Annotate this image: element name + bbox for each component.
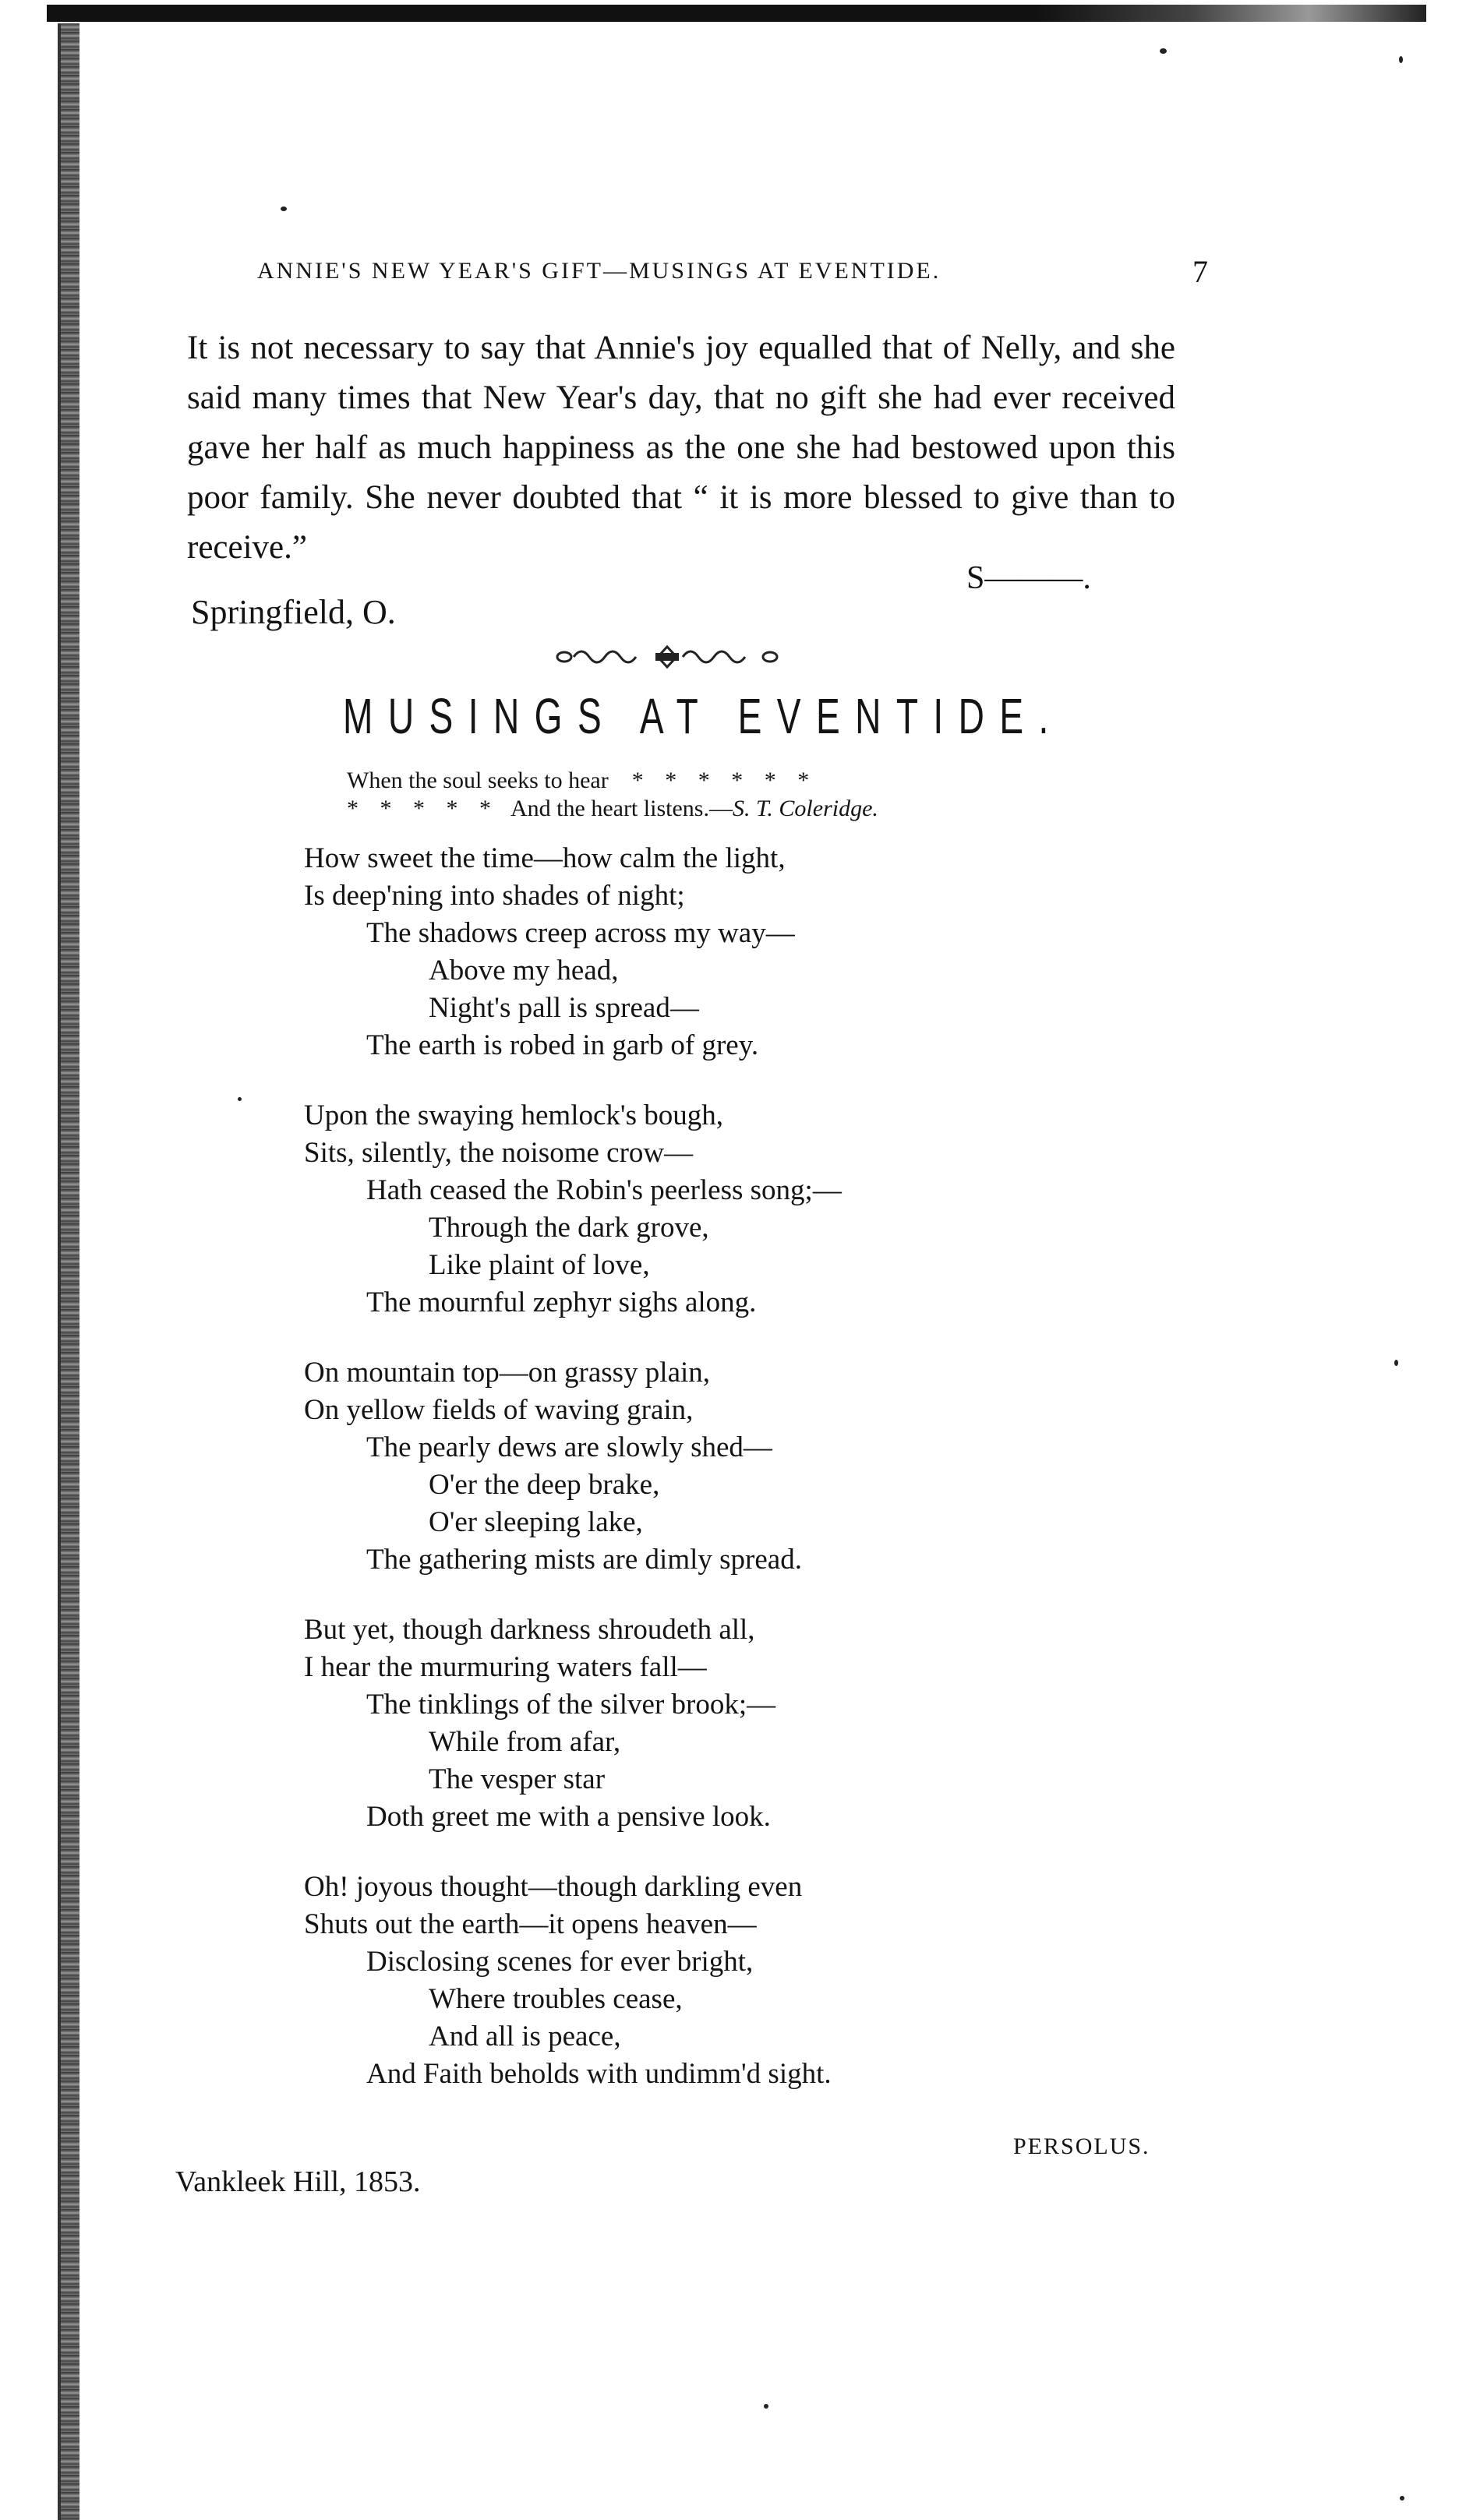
poem-line: Is deep'ning into shades of night; (304, 880, 685, 912)
poem-line: The tinklings of the silver brook;— (366, 1689, 776, 1721)
poem-line: The mournful zephyr sighs along. (366, 1286, 757, 1318)
poem-body (304, 840, 1161, 2126)
stanza-1 (304, 840, 1161, 1064)
epigraph (347, 767, 1048, 823)
poem-line: Sits, silently, the noisome crow— (304, 1137, 694, 1169)
poem-line: Through the dark grove, (429, 1212, 709, 1244)
poem-line: Doth greet me with a pensive look. (366, 1801, 771, 1833)
poem-line: While from afar, (429, 1726, 621, 1758)
scan-speck (238, 1097, 242, 1101)
poem-line: I hear the murmuring waters fall— (304, 1651, 707, 1683)
poem-line: Night's pall is spread— (429, 992, 699, 1024)
poem-line: The earth is robed in garb of grey. (366, 1029, 759, 1061)
scan-speck (1399, 56, 1403, 63)
poem-line: Upon the swaying hemlock's bough, (304, 1099, 723, 1131)
poem-line: O'er the deep brake, (429, 1469, 660, 1501)
poem-line: Like plaint of love, (429, 1249, 650, 1281)
poem-line: On yellow fields of waving grain, (304, 1394, 694, 1426)
scan-speck (764, 2404, 768, 2409)
running-head-title: ANNIE'S NEW YEAR'S GIFT—MUSINGS AT EVENTIDE. (257, 258, 941, 284)
stanza-4 (304, 1611, 1161, 1836)
scan-top-border (47, 5, 1426, 22)
poem-line: How sweet the time—how calm the light, (304, 842, 786, 874)
story-closing-paragraph (187, 323, 1175, 573)
poem-line: And Faith beholds with undimm'd sight. (366, 2058, 832, 2090)
story-place: Springfield, O. (191, 593, 396, 631)
poem-line: Above my head, (429, 955, 619, 986)
poem-line: Shuts out the earth—it opens heaven— (304, 1908, 757, 1940)
poem-line: The pearly dews are slowly shed— (366, 1431, 772, 1463)
ornamental-divider-icon (550, 644, 784, 670)
scan-left-binding-edge (58, 23, 79, 2520)
poem-line: Disclosing scenes for ever bright, (366, 1946, 754, 1978)
poem-place-date: Vankleek Hill, 1853. (175, 2165, 421, 2198)
poem-line: But yet, though darkness shroudeth all, (304, 1614, 755, 1646)
running-head (257, 253, 1208, 300)
scan-speck (1400, 2496, 1404, 2501)
poem-line: Oh! joyous thought—though darkling even (304, 1871, 803, 1903)
page-number: 7 (1192, 254, 1208, 289)
scan-speck (1394, 1360, 1398, 1366)
paragraph-text: It is not necessary to say that Annie's joy equalled that of Nelly, and she said many times that New Year's day, that no gift she had ever received gave her half as much happiness as the one she had bestowed upon this poor family. She never doubted that “ it is more blessed to give than to receive.” (187, 330, 1175, 566)
poem-line: O'er sleeping lake, (429, 1506, 643, 1538)
stanza-3 (304, 1354, 1161, 1579)
stanza-2 (304, 1097, 1161, 1322)
poem-line: The shadows creep across my way— (366, 917, 795, 949)
poem-line: On mountain top—on grassy plain, (304, 1357, 711, 1389)
poem-line: Where troubles cease, (429, 1983, 683, 2015)
story-signature: S———. (966, 560, 1091, 596)
poem-signature: PERSOLUS. (1013, 2134, 1150, 2159)
scan-speck (1160, 48, 1167, 54)
epigraph-author: S. T. Coleridge. (732, 796, 878, 821)
epigraph-line-2 (347, 795, 1048, 823)
epigraph-text: And the heart listens.— (510, 796, 733, 821)
epigraph-stars: * * * * * (347, 796, 499, 821)
epigraph-line-1 (347, 767, 1048, 795)
epigraph-stars: * * * * * * (631, 768, 818, 793)
poem-title: MUSINGS AT EVENTIDE. (343, 688, 1064, 744)
poem-line: Hath ceased the Robin's peerless song;— (366, 1174, 842, 1206)
poem-line: The vesper star (429, 1763, 606, 1795)
poem-line: And all is peace, (429, 2021, 621, 2052)
scan-speck (281, 206, 287, 211)
epigraph-text: When the soul seeks to hear (347, 768, 609, 793)
stanza-5 (304, 1869, 1161, 2093)
poem-line: The gathering mists are dimly spread. (366, 1544, 802, 1576)
